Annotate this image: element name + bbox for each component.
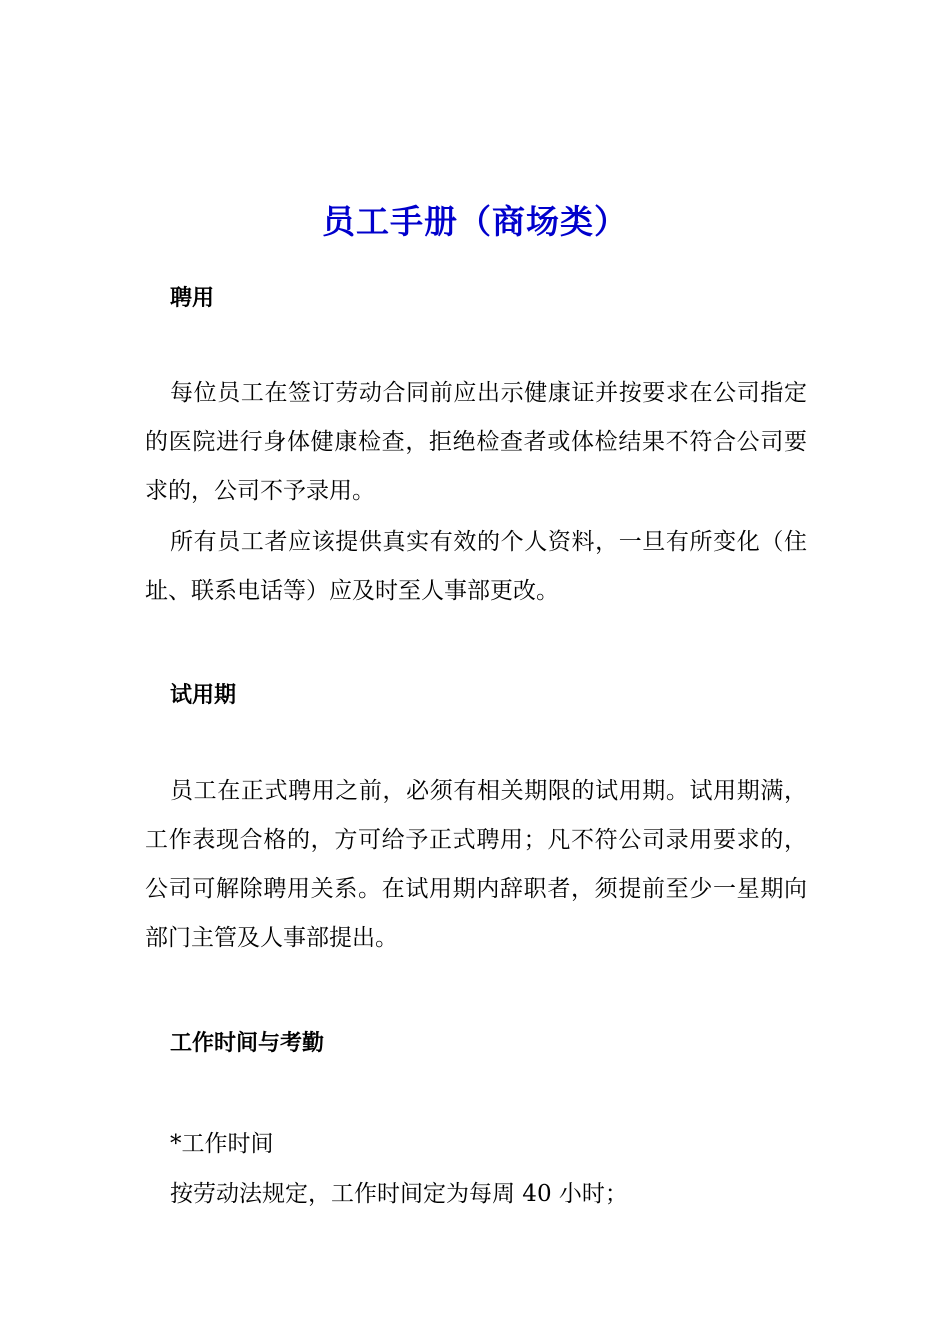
work-hours-rule: 按劳动法规定，工作时间定为每周 40 小时； <box>170 1181 628 1207</box>
document-title: 员工手册（商场类） <box>322 202 628 241</box>
paragraph-health-check: 每位员工在签订劳动合同前应出示健康证并按要求在公司指定的医院进行身体健康检查，拒绝检查者或体检结果不符合公司要求的，公司不予录用。 <box>145 380 807 504</box>
work-hours-label: *工作时间 <box>170 1131 274 1157</box>
paragraph-probation: 员工在正式聘用之前，必须有相关期限的试用期。试用期满，工作表现合格的，方可给予正式聘用；凡不符公司录用要求的，公司可解除聘用关系。在试用期内辞职者，须提前至少一星期向部门主管及人事部提出。 <box>145 778 807 951</box>
paragraph-personal-info: 所有员工者应该提供真实有效的个人资料，一旦有所变化（住址、联系电话等）应及时至人事部更改。 <box>145 529 807 604</box>
section-heading-hiring: 聘用 <box>170 286 215 311</box>
section-heading-work-hours: 工作时间与考勤 <box>170 1031 325 1056</box>
section-heading-probation: 试用期 <box>170 683 237 708</box>
